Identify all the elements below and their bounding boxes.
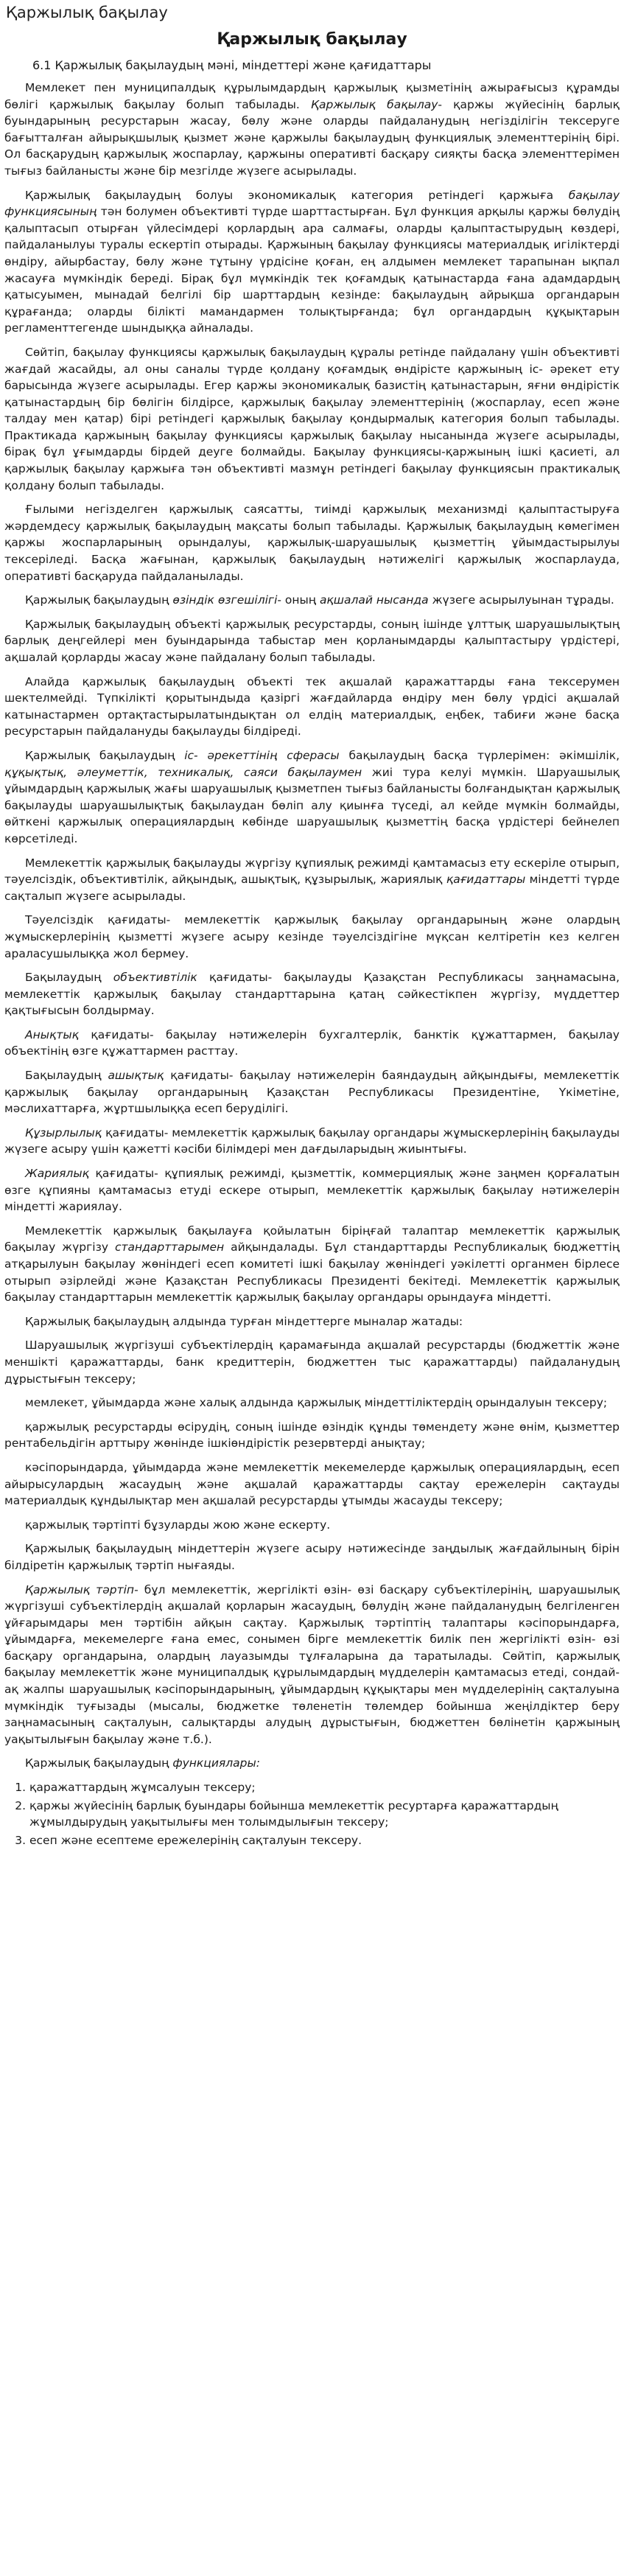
paragraph bbox=[4, 855, 620, 905]
italic-term: Қаржылық тәртіп bbox=[25, 1582, 135, 1596]
paragraph bbox=[4, 1517, 620, 1534]
text-run: Бақылаудың bbox=[25, 971, 113, 985]
text-run: - қаржы жүйесінің барлық буындарының ресурстарын жасау, бөлу және оларды пайдаланудың негізділігін тексеруге бағытталған айырықшылық қызмет және қаржылы бақылаудың функциялық элементтерінің бірі. Ол басқарудың қаржылық жоспарлау, қаржыны оперативті басқару сияқты басқа элементтерімен тығыз байланысты және бір мезгілде жүзеге асырылады. bbox=[4, 97, 620, 178]
text-run: кәсіпорындарда, ұйымдарда және мемлекеттік мекемелерде қаржылық операциялардың, есеп айырысулардың жасаудың және ақшалай қаражаттарды сақтау ережелерін сақтауды материалдық құндылықтар мен ақшалай ресурстарды ұтымды жасауды тексеру; bbox=[4, 1460, 620, 1508]
text-run: Сөйтіп, бақылау функциясы қаржылық бақылаудың құралы ретінде пайдалану үшін объективті жағдай жасайды, ал оны саналы түрде қолдану қоғамдық өндірісте қаржының іс- әрекет ету барысында жүзеге асырылады. Егер қаржы экономикалық базистің қатынастарын, яғни өндірістік қатынастардың бір бөлігін білдірсе, қаржылық бақылау элементтерінің (жоспарлау, есеп және талдау мен қатар) бірі ретіндегі қаржылық бақылау қондырмалық категория болып табылады. Практикада қаржының бақылау функциясы қаржылық бақылау нысанында жүзеге асырылады, бірақ бұл ұғымдарды бірдей деуге болмайды. Бақылау функциясы-қаржының ішкі қасиеті, ал қаржылық бақылау қаржыға тән объективті мазмұн ретіндегі бақылау функциясын практикалық қолдану болып табылады. bbox=[4, 345, 620, 492]
text-run: қағидаты- мемлекеттік қаржылық бақылау органдары жұмыскерлерінің бақылауды жүзеге асыру үшін қажетті кәсіби білімдері мен дағдыларыдың жиынтығы. bbox=[4, 1125, 620, 1156]
italic-term: құқықтық, әлеуметтік, техникалық, саяси бақылаумен bbox=[4, 765, 362, 779]
paragraph bbox=[4, 1755, 620, 1772]
text-run: қағидаты- бақылауды Қазақстан Республикасы заңнамасына, мемлекеттік қаржылық бақылау стандарттарына қатаң сәйкестікпен жүргізу, мүддеттер қақтығысын болдырмау. bbox=[4, 971, 620, 1018]
italic-term: Құзырлылық bbox=[25, 1125, 102, 1139]
paragraph bbox=[4, 747, 620, 848]
text-run: Қаржылық бақылаудың міндеттерін жүзеге асыру нәтижесінде заңдылық жағдайлының бірін білдіретін қаржылық тәртіп нығаяды. bbox=[4, 1542, 620, 1572]
paragraph bbox=[4, 1027, 620, 1060]
text-run: тән болумен объективті түрде шарттастырған. Бұл функция арқылы қаржы бөлудің қалыптасып отырған үйлесімдері қорлардың ара салмағы, оларды қалыптастырудың көздері, пайдаланылуы туралы ескертіп отырады. Қаржының бақылау функциясы материалдық игіліктерді өндіру, айырбастау, бөлу және тұтыну үрдісіне қоған, ең алдымен мемлекет тарапынан ықпал жасауға мүмкіндік береді. Бірақ бұл мүмкіндік тек қоғамдық қатынастарда ғана адамдардың қатысуымен, мынадай белгілі бір шарттардың кезінде: бақылаудың айрықша органдарын құрағанда; оларды білікті мамандармен толықтырғанда; бұл органдардың құқықтарын регламенттегенде шындыққа айналады. bbox=[4, 205, 620, 335]
paragraph bbox=[4, 344, 620, 494]
paragraph bbox=[4, 501, 620, 584]
text-run: қаржылық ресурстарды өсірудің, соның ішінде өзіндік құнды төмендету және өнім, қызметтер рентабельдігін арттыру жөнінде ішкіөндірістік резервтерді анықтау; bbox=[4, 1420, 620, 1451]
text-run: қағидаты- бақылау нәтижелерін баяндаудың айқындығы, мемлекеттік қаржылық бақылау органдарының Қазақстан Республикасы Президентіне, Үкіметіне, мәслихаттарға, жұртшылыққа есеп беруділігі. bbox=[4, 1069, 620, 1116]
paragraph bbox=[4, 616, 620, 666]
paragraph bbox=[4, 1459, 620, 1509]
text-run: Мемлекет пен муниципалдық құрылымдардың қаржылық қызметінің ажырағысыз құрамды бөлігі қаржылық бақылау болып табылады. bbox=[4, 81, 620, 111]
paragraph bbox=[4, 1582, 620, 1748]
text-run: Ғылыми негізделген қаржылық саясатты, тиімді қаржылық механизмді қалыптастыруға жәрдемдесу қаржылық бақылаудың мақсаты болып табылады. Қаржылық бақылаудың көмегімен қаржы жоспарларының орындалуы, қаржылық-шаруашылық қызметтің ұйымдастырылуы тексеріледі. Басқа жағынан, қаржылық бақылаудың нәтижелігі қаржылық жоспарлауда, оперативті басқаруда пайдаланылады. bbox=[4, 503, 620, 583]
text-run: Қаржылық бақылаудың bbox=[25, 593, 173, 607]
section-subheading: 6.1 Қаржылық бақылаудың мәні, міндеттері және қағидаттары bbox=[32, 58, 432, 72]
paragraph bbox=[4, 969, 620, 1019]
paragraph bbox=[4, 1223, 620, 1306]
text-run: айқындалады. Бұл стандарттарды Республикалық бюджеттің атқарылуын бақылау жөніндегі есеп комитеті ішкі бақылау жөніндегі уәкілетті органмен бірлесе отырып әзірлейді және Қазақстан Республикасы Президенті бекітеді. Мемлекеттік қаржылық бақылау стандарттарын мемлекеттік қаржылық бақылау органдары орындауға міндетті. bbox=[4, 1240, 620, 1305]
text-run: Бақылаудың bbox=[25, 1069, 108, 1083]
text-run: Алайда қаржылық бақылаудың объекті тек ақшалай қаражаттарды ғана тексерумен шектелмейді. Түпкілікті қорытындыда қазіргі жағдайларда өндіру мен бөлу үрдісі ақшалай катынастармен ортақтастырылатындықтан ол елдің материалдық, еңбек, табиғи және басқа ресурстарын пайдалануды бақылауды білдіреді. bbox=[4, 674, 620, 739]
paragraph bbox=[4, 1395, 620, 1411]
italic-term: іс- әрекеттінің сферасы bbox=[184, 748, 340, 762]
text-run: қағидаты- бақылау нәтижелерін бухгалтерлік, банктік құжаттармен, бақылау объектінің өзге құжаттармен расттау. bbox=[4, 1027, 620, 1058]
text-run: бақылаудың басқа түрлерімен: әкімшілік, bbox=[339, 748, 620, 762]
paragraph bbox=[4, 187, 620, 337]
italic-term: бақылау функциясының bbox=[4, 188, 620, 219]
italic-term: Жариялық bbox=[25, 1167, 89, 1181]
list-item: 2. қаржы жүйесінің барлық буындары бойынша мемлекеттік ресуртарға қаражаттардың жұмылдырудың уақытылығы мен толымдылығын тексеру; bbox=[29, 1798, 620, 1831]
italic-term: Анықтық bbox=[25, 1027, 79, 1041]
text-run: міндетті түрде сақталып жүзеге асырылады. bbox=[4, 873, 620, 903]
document-title: Қаржылық бақылау bbox=[217, 30, 407, 49]
text-run: Қаржылық бақылаудың алдында турған міндеттерге мыналар жатады: bbox=[25, 1314, 463, 1328]
italic-term: қағидаттары bbox=[446, 873, 526, 887]
paragraph bbox=[4, 1125, 620, 1158]
text-run: мемлекет, ұйымдарда және халық алдында қаржылық міндеттіліктердің орындалуын тексеру; bbox=[25, 1396, 608, 1410]
text-run: қаржылық тәртіпті бұзуларды жою және ескерту. bbox=[25, 1518, 331, 1532]
paragraph bbox=[4, 1313, 620, 1330]
text-run: Қаржылық бақылаудың болуы экономикалық категория ретіндегі қаржыға bbox=[25, 188, 569, 202]
italic-term: функциялары: bbox=[172, 1756, 260, 1770]
text-run: Қаржылық бақылаудың bbox=[25, 1756, 173, 1770]
paragraph bbox=[4, 1337, 620, 1387]
list-item: 1. қаражаттардың жұмсалуын тексеру; bbox=[29, 1779, 620, 1796]
paragraph bbox=[4, 674, 620, 740]
text-run: Қаржылық бақылаудың bbox=[25, 748, 185, 762]
italic-term: Қаржылық бақылау bbox=[310, 97, 438, 111]
italic-term: ашықтық bbox=[108, 1069, 164, 1083]
italic-term: объективтілік bbox=[113, 971, 197, 985]
page-header: Қаржылық бақылау bbox=[6, 4, 168, 21]
italic-term: өзіндік өзгешілігі bbox=[172, 593, 278, 607]
text-run: Мемлекеттік қаржылық бақылауға қойылатын біріңғай талаптар мемлекеттік қаржылық бақылау жүргізу bbox=[4, 1224, 620, 1254]
paragraph bbox=[4, 1540, 620, 1574]
paragraph bbox=[4, 592, 620, 609]
text-run: қағидаты- құпиялық режимді, қызметтік, коммерциялық және заңмен қорғалатын өзге құпияны қамтамасыз етуді ескере отырып, мемлекеттік қаржылық бақылау нәтижелерін міндетті жариялау. bbox=[4, 1167, 620, 1214]
text-run: Мемлекеттік қаржылық бақылауды жүргізу құпиялық режимді қамтамасыз ету ескеріле отырып, тәуелсіздік, объективтілік, айқындық, ашықтық, құзырылық, жариялық bbox=[4, 856, 620, 887]
text-run: - оның bbox=[277, 593, 320, 607]
italic-term: стандарттарымен bbox=[114, 1240, 225, 1254]
text-run: - бұл мемлекеттік, жергілікті өзін- өзі басқару субъектілерінің, шаруашылық жүргізуші субъектілердің ақшалай қорларын жасаудың, бөлудің және пайдаланудың белгіленген ұйғарымдары мен тәртібін айқын сақтау. Қаржылық тәртіптің талаптары кәсіпорындарға, ұйымдарға, мекемелерге ғана емес, сонымен бірге мемлекеттік билік пен жергілікті өзін- өзі басқару органдарына, олардың лауазымды тұлғаларына да таратылады. Сөйтіп, қаржылық бақылау мемлекеттік және муниципалдық құрылымдардың мүдделерін қамтамасыз етеді, сондай- ақ жалпы шаруашылық кәсіпорындарының, ұйымдардың құқықтары мен мүдделерінің сақталуына мүмкіндік туғызады (мысалы, бюджетке төленетін төлемдер бойынша жеңілдіктер беру заңнамасының сақталуын, салықтарды алудың дұрыстығын, бюджеттен бөлінетін қаржының уақытылығын бақылау және т.б.). bbox=[4, 1582, 620, 1746]
document-body bbox=[4, 80, 620, 1849]
text-run: жүзеге асырылуынан тұрады. bbox=[428, 593, 614, 607]
text-run: Қаржылық бақылаудың объекті қаржылық ресурстарды, соның ішінде ұлттық шаруашылықтың барлық деңгейлері мен буындарында табыстар мен қорланымдарды қалыптастыру үрдістері, ақшалай қорларды жасау және пайдалану болып табылады. bbox=[4, 617, 620, 664]
paragraph bbox=[4, 1419, 620, 1452]
document-page bbox=[0, 3, 624, 1849]
functions-list bbox=[4, 1779, 620, 1849]
italic-term: ақшалай нысанда bbox=[319, 593, 429, 607]
text-run: Тәуелсіздік қағидаты- мемлекеттік қаржылық бақылау органдарының және олардың жұмыскерлерінің қызметті жүзеге асыру кезінде тәуелсіздігіне мүқсан келтіретін кез келген араласушылыққа жол бермеу. bbox=[4, 913, 620, 960]
text-run: Шаруашылық жүргізуші субъектілердің қарамағында ақшалай ресурстарды (бюджеттік және меншікті қаражаттарды, банк кредиттерін, бюджеттен тыс қаражаттарды) пайдаланудың дұрыстығын тексеру; bbox=[4, 1338, 620, 1386]
paragraph bbox=[4, 80, 620, 180]
list-item: 3. есеп және есептеме ережелерінің сақталуын тексеру. bbox=[29, 1832, 620, 1849]
paragraph bbox=[4, 912, 620, 962]
text-run: жиі тура келуі мүмкін. Шаруашылық ұйымдардың қаржылық жағы шаруашылық қызметпен тығыз байланысты болғандықтан қаржылық бақылауды шаруашылықтық бақылаудан бөліп алу қиынға түседі, ал кейде мүмкін болмайды, өйткені қаржылық операциялардың көбінде шаруашылық қызметтің басқа үрдістері бейнелеп көрсетіледі. bbox=[4, 765, 620, 845]
paragraph bbox=[4, 1067, 620, 1117]
paragraph bbox=[4, 1165, 620, 1215]
